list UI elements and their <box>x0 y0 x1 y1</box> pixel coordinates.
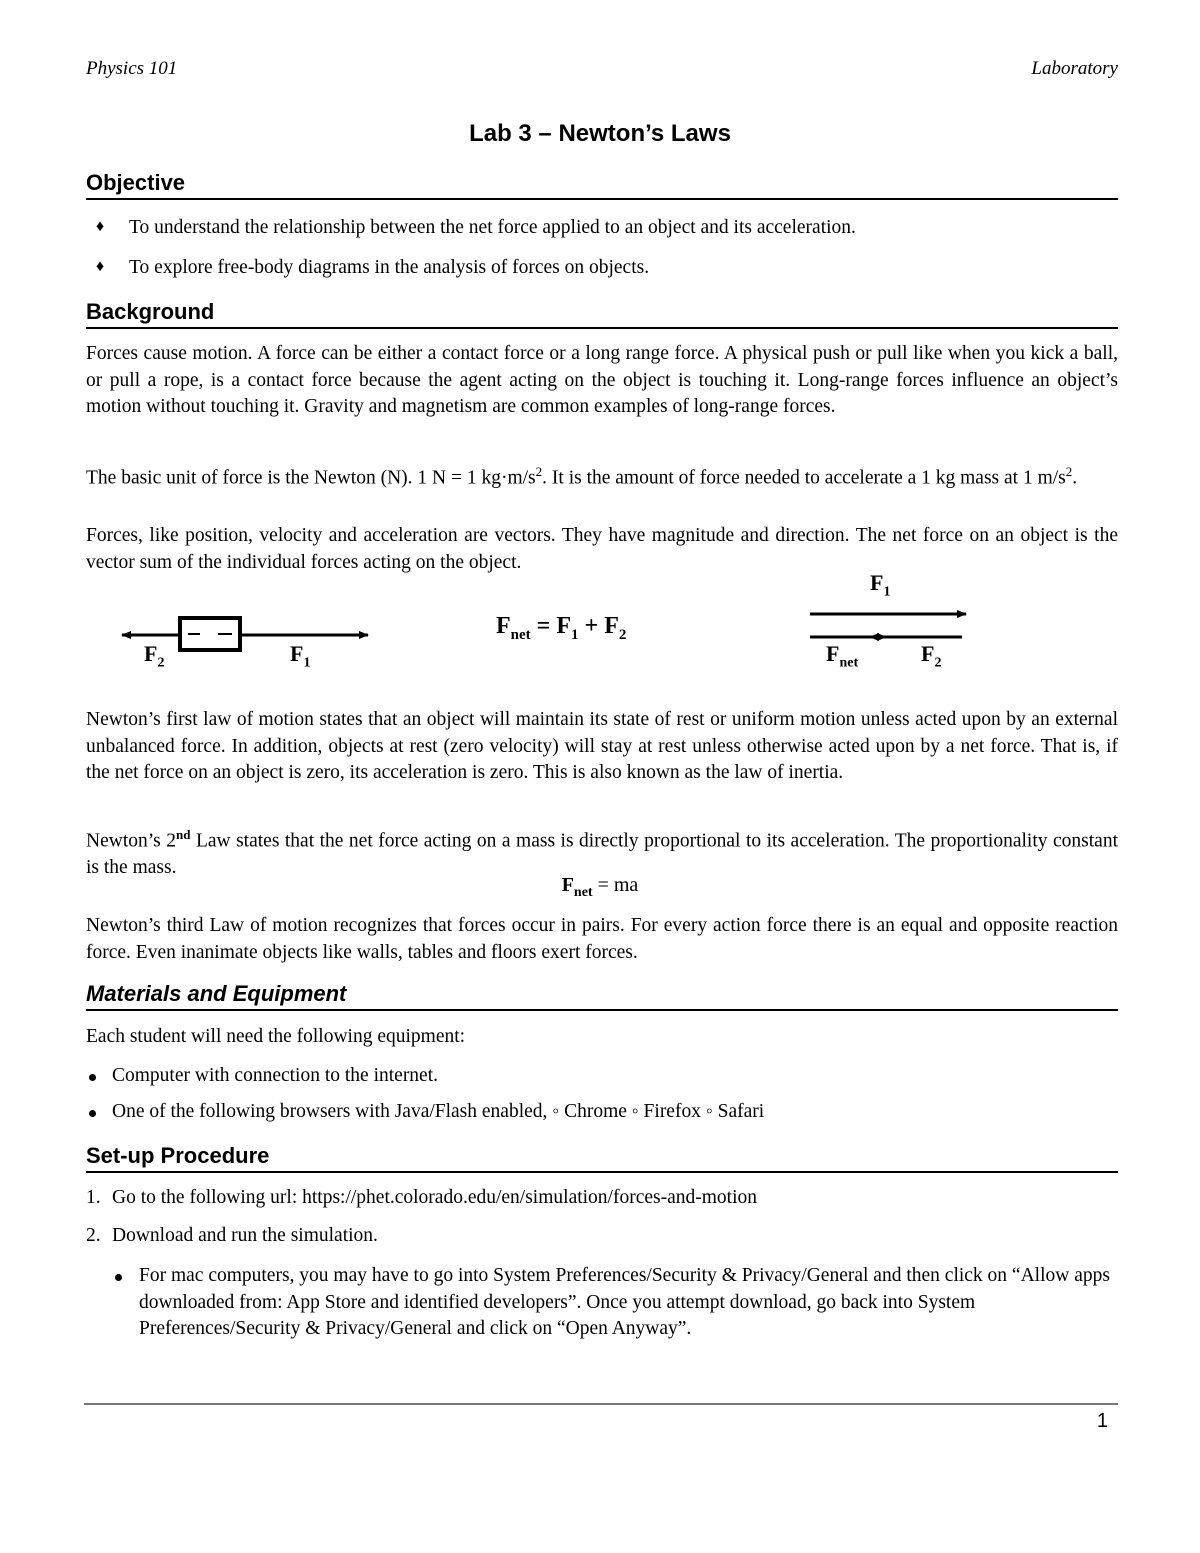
materials-item-1: Computer with connection to the internet. <box>112 1065 439 1086</box>
setup-step-number-2: 2. <box>86 1225 101 1246</box>
background-paragraph-4: Newton’s first law of motion states that an object will maintain its state of rest or uniform motion unless acted upon by an external unbalanced force. In addition, objects at rest (zero velocity) will stay at rest unless otherwise acted upon by a net force. That is, if the net force on an object is zero, its acceleration is zero. This is also known as the law of inertia. <box>86 709 1118 783</box>
bullet-icon <box>115 1274 122 1281</box>
background-paragraph-2: The basic unit of force is the Newton (N). 1 N = 1 $kg\cdot m/s^2$. It is the amount of force needed to accelerate a 1 kg mass at 1 $m/s^2$. <box>86 464 1078 489</box>
background-paragraph-3: Forces, like position, velocity and acceleration are vectors. They have magnitude and direction. The net force on an object is the vector sum of the individual forces acting on the object. <box>86 525 1118 573</box>
setup-mac-note: For mac computers, you may have to go into System Preferences/Security & Privacy/General and then click on “Allow apps downloaded from: App Store and identified developers”. Once you attempt download, go back into System Preferences/Security & Privacy/General and click on “Open Anyway”. <box>139 1265 1110 1339</box>
label-f2: $F_2$ <box>144 641 165 671</box>
label-f1-right: $F_1$ <box>870 570 891 600</box>
label-f1: $F_1$ <box>290 641 311 671</box>
diamond-icon: ♦ <box>96 258 105 275</box>
diamond-icon: ♦ <box>96 218 105 235</box>
section-heading-background: Background <box>86 299 1118 329</box>
section-heading-objective: Objective <box>86 170 1118 200</box>
bullet-icon <box>89 1074 96 1081</box>
objective-item-1: To understand the relationship between the net force applied to an object and its acceleration. <box>129 217 856 238</box>
footer-rule <box>84 1403 1118 1405</box>
bullet-icon <box>89 1110 96 1117</box>
setup-step-number-1: 1. <box>86 1187 101 1208</box>
header-course: Physics 101 <box>86 58 178 79</box>
materials-item-2: One of the following browsers with Java/Flash enabled, ◦ Chrome ◦ Firefox ◦ Safari <box>112 1101 765 1122</box>
second-law-equation: $F_{net}$ = ma <box>561 874 639 900</box>
page-title: Lab 3 – Newton’s Laws <box>469 120 731 147</box>
background-paragraph-6: Newton’s third Law of motion recognizes that forces occur in pairs. For every action force there is an equal and opposite reaction force. Even inanimate objects like walls, tables and floors exert forces. <box>86 915 1118 963</box>
label-f2-right: $F_2$ <box>921 641 942 671</box>
section-heading-materials: Materials and Equipment <box>86 981 1118 1011</box>
setup-step-2: Download and run the simulation. <box>112 1225 378 1246</box>
background-paragraph-5: Newton’s 2nd Law states that the net force acting on a mass is directly proportional to its acceleration. The proportionality constant is the mass. <box>86 827 1118 878</box>
net-force-equation: $F_{net} = F_1 + F_2$ <box>496 613 627 643</box>
page-number: 1 <box>1096 1410 1108 1432</box>
objective-item-2: To explore free-body diagrams in the analysis of forces on objects. <box>129 257 650 278</box>
section-heading-setup: Set-up Procedure <box>86 1143 1118 1173</box>
setup-step-1: Go to the following url: https://phet.colorado.edu/en/simulation/forces-and-motion <box>112 1187 758 1208</box>
label-fnet: $F_{net}$ <box>826 641 859 671</box>
background-paragraph-1: Forces cause motion. A force can be either a contact force or a long range force. A physical push or pull like when you kick a ball, or pull a rope, is a contact force because the agent acting on the object is touching it. Long-range forces influence an object’s motion without touching it. Gravity and magnetism are common examples of long-range forces. <box>86 343 1118 417</box>
materials-intro: Each student will need the following equipment: <box>86 1026 466 1047</box>
header-type: Laboratory <box>1031 58 1118 79</box>
